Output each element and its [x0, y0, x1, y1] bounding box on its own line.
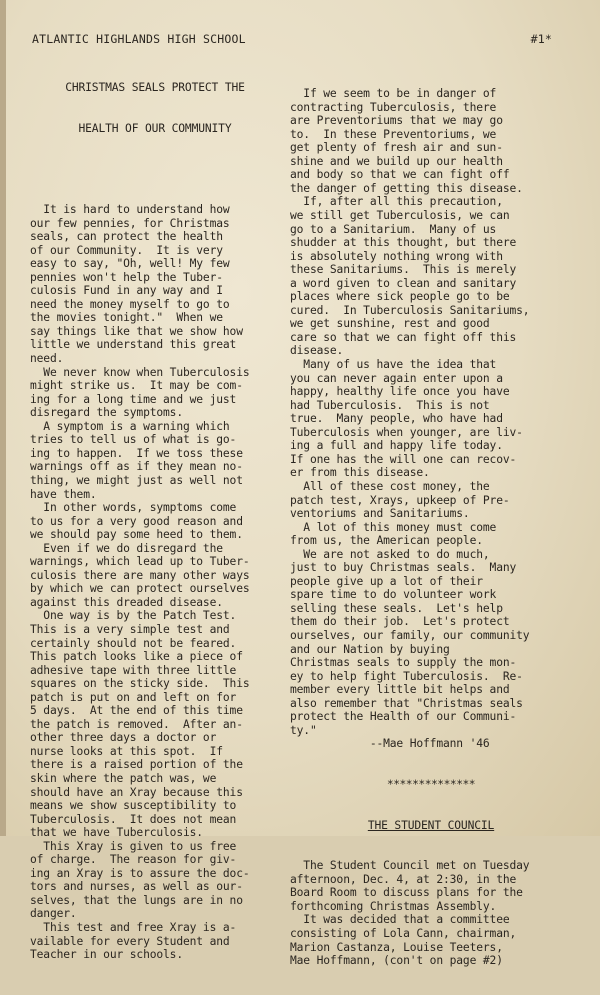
text-line: Teacher in our schools.	[30, 948, 183, 962]
school-name: ATLANTIC HIGHLANDS HIGH SCHOOL	[32, 32, 246, 46]
article-title-line-2: HEALTH OF OUR COMMUNITY	[78, 121, 232, 135]
text-line: get plenty of fresh air and sun-	[290, 141, 503, 155]
text-line: there is a raised portion of the	[30, 758, 243, 772]
page-number: #1*	[530, 32, 552, 46]
text-line: cured. In Tuberculosis Sanitariums,	[290, 303, 530, 317]
text-line: Many of us have the idea that	[290, 358, 497, 372]
text-line: are Preventoriums that we may go	[290, 114, 503, 128]
text-line: tors and nurses, as well as our-	[30, 880, 243, 894]
text-line: say things like that we show how	[30, 324, 243, 338]
text-line: vailable for every Student and	[30, 934, 230, 948]
page-edge	[0, 0, 6, 836]
text-line: Tuberculosis. It does not mean	[30, 812, 237, 826]
text-line: In other words, symptoms come	[30, 501, 237, 515]
text-line: patch test, Xrays, upkeep of Pre-	[290, 493, 510, 507]
text-line: A symptom is a warning which	[30, 419, 230, 433]
text-line: also remember that "Christmas seals	[290, 696, 523, 710]
text-line: This is a very simple test and	[30, 622, 230, 636]
text-line: the patch is removed. After an-	[30, 717, 243, 731]
text-line: ing for a long time and we just	[30, 392, 237, 406]
text-line: need.	[30, 352, 64, 366]
text-line: from us, the American people.	[290, 534, 483, 548]
text-line: ing a full and happy life today.	[290, 439, 503, 453]
text-line: seals, can protect the health	[30, 230, 223, 244]
text-line: a word given to clean and sanitary	[290, 276, 517, 290]
text-line: we should pay some heed to them.	[30, 528, 243, 542]
text-line: culosis Fund in any way and I	[30, 284, 223, 298]
page-header	[32, 32, 552, 52]
text-line: warnings off as if they mean no-	[30, 460, 243, 474]
text-line: forthcoming Christmas Assembly.	[290, 899, 497, 913]
text-line: the movies tonight." When we	[30, 311, 223, 325]
student-council-title: THE STUDENT COUNCIL	[367, 818, 495, 832]
right-column	[290, 60, 572, 995]
text-line: protect the Health of our Communi-	[290, 710, 517, 724]
text-line: have them.	[30, 487, 97, 501]
text-line: by which we can protect ourselves	[30, 582, 250, 596]
text-line: If, after all this precaution,	[290, 195, 503, 209]
text-line: This Xray is given to us free	[30, 839, 237, 853]
text-line: Marion Castanza, Louise Teeters,	[290, 940, 503, 954]
text-line: ing an Xray is to assure the doc-	[30, 866, 250, 880]
text-line: go to a Sanitarium. Many of us	[290, 222, 497, 236]
text-line: Christmas seals to supply the mon-	[290, 656, 517, 670]
text-line: to us for a very good reason and	[30, 514, 243, 528]
text-line: squares on the sticky side. This	[30, 677, 250, 691]
text-line: ty."	[290, 723, 317, 737]
text-line: care so that we can fight off this	[290, 330, 517, 344]
text-line: ventoriums and Sanitariums.	[290, 507, 470, 521]
text-line: Tuberculosis when younger, are liv-	[290, 425, 523, 439]
text-line: we get sunshine, rest and good	[290, 317, 490, 331]
text-line: danger.	[30, 907, 77, 921]
text-line: 5 days. At the end of this time	[30, 704, 243, 718]
student-council-body	[290, 859, 572, 967]
text-line: This patch looks like a piece of	[30, 650, 243, 664]
text-line: people give up a lot of their	[290, 574, 483, 588]
text-line: Board Room to discuss plans for the	[290, 886, 523, 900]
text-line: need the money myself to go to	[30, 297, 230, 311]
text-line: Mae Hoffmann, (con't on page #2)	[290, 954, 503, 968]
text-line: little we understand this great	[30, 338, 237, 352]
text-line: shudder at this thought, but there	[290, 236, 517, 250]
text-line: All of these cost money, the	[290, 479, 490, 493]
text-line: consisting of Lola Cann, chairman,	[290, 927, 517, 940]
text-line: ing to happen. If we toss these	[30, 446, 243, 460]
text-line: of our Community. It is very	[30, 243, 223, 257]
text-line: We never know when Tuberculosis	[30, 365, 250, 379]
section-divider: **************	[386, 777, 476, 791]
text-line: against this dreaded disease.	[30, 595, 223, 609]
text-line: spare time to do volunteer work	[290, 588, 497, 602]
text-line: you can never again enter upon a	[290, 371, 503, 385]
text-line: The Student Council met on Tuesday	[290, 859, 530, 873]
article-body-left	[30, 203, 280, 962]
text-line: If we seem to be in danger of	[290, 87, 497, 101]
text-line: and our Nation by buying	[290, 642, 450, 656]
text-line: just to buy Christmas seals. Many	[290, 561, 517, 575]
text-line: ourselves, our family, our community	[290, 628, 530, 642]
text-line: the danger of getting this disease.	[290, 181, 523, 195]
text-line: thing, we might just as well not	[30, 473, 243, 487]
text-line: culosis there are many other ways	[30, 568, 250, 582]
text-line: ey to help fight Tuberculosis. Re-	[290, 669, 523, 683]
text-line: these Sanitariums. This is merely	[290, 263, 517, 277]
text-line: of charge. The reason for giv-	[30, 853, 237, 867]
text-line: pennies won't help the Tuber-	[30, 270, 223, 284]
text-line: and body so that we can fight off	[290, 168, 510, 182]
text-line: disregard the symptoms.	[30, 406, 183, 420]
text-line: other three days a doctor or	[30, 731, 217, 745]
text-line: we still get Tuberculosis, we can	[290, 209, 510, 223]
text-line: might strike us. It may be com-	[30, 379, 243, 393]
text-line: easy to say, "Oh, well! My few	[30, 257, 230, 271]
text-line: afternoon, Dec. 4, at 2:30, in the	[290, 872, 517, 886]
text-line: warnings, which lead up to Tuber-	[30, 555, 250, 569]
left-column	[30, 54, 280, 989]
text-line: them do their job. Let's protect	[290, 615, 510, 629]
text-line: our few pennies, for Christmas	[30, 216, 230, 230]
text-line: selling these seals. Let's help	[290, 601, 503, 615]
text-line: is absolutely nothing wrong with	[290, 249, 503, 263]
text-line: One way is by the Patch Test.	[30, 609, 237, 623]
text-line: If one has the will one can recov-	[290, 452, 517, 466]
text-line: patch is put on and left on for	[30, 690, 237, 704]
text-line: nurse looks at this spot. If	[30, 744, 223, 758]
text-line: Even if we do disregard the	[30, 541, 223, 555]
text-line: A lot of this money must come	[290, 520, 497, 534]
text-line: that we have Tuberculosis.	[30, 826, 203, 840]
text-line: means we show susceptibility to	[30, 799, 237, 813]
text-line: --Mae Hoffmann '46	[290, 737, 490, 751]
text-line: This test and free Xray is a-	[30, 921, 237, 934]
text-line: member every little bit helps and	[290, 683, 510, 697]
text-line: certainly should not be feared.	[30, 636, 237, 650]
article-body-right	[290, 87, 572, 751]
text-line: shine and we build up our health	[290, 154, 503, 168]
text-line: We are not asked to do much,	[290, 547, 490, 561]
text-line: tries to tell us of what is go-	[30, 433, 237, 447]
text-line: to. In these Preventoriums, we	[290, 127, 497, 141]
text-line: adhesive tape with three little	[30, 663, 237, 677]
text-line: should have an Xray because this	[30, 785, 243, 799]
text-line: places where sick people go to be	[290, 290, 510, 304]
text-line: true. Many people, who have had	[290, 412, 503, 426]
article-title-line-1: CHRISTMAS SEALS PROTECT THE	[65, 81, 245, 95]
text-line: disease.	[290, 344, 344, 358]
text-line: It is hard to understand how	[30, 203, 230, 217]
text-line: skin where the patch was, we	[30, 771, 217, 785]
text-line: contracting Tuberculosis, there	[290, 100, 497, 114]
text-line: er from this disease.	[290, 466, 430, 480]
text-line: It was decided that a committee	[290, 913, 510, 927]
text-line: selves, that the lungs are in no	[30, 893, 243, 907]
text-line: happy, healthy life once you have	[290, 385, 510, 399]
text-line: had Tuberculosis. This is not	[290, 398, 490, 412]
spacer	[30, 162, 280, 176]
